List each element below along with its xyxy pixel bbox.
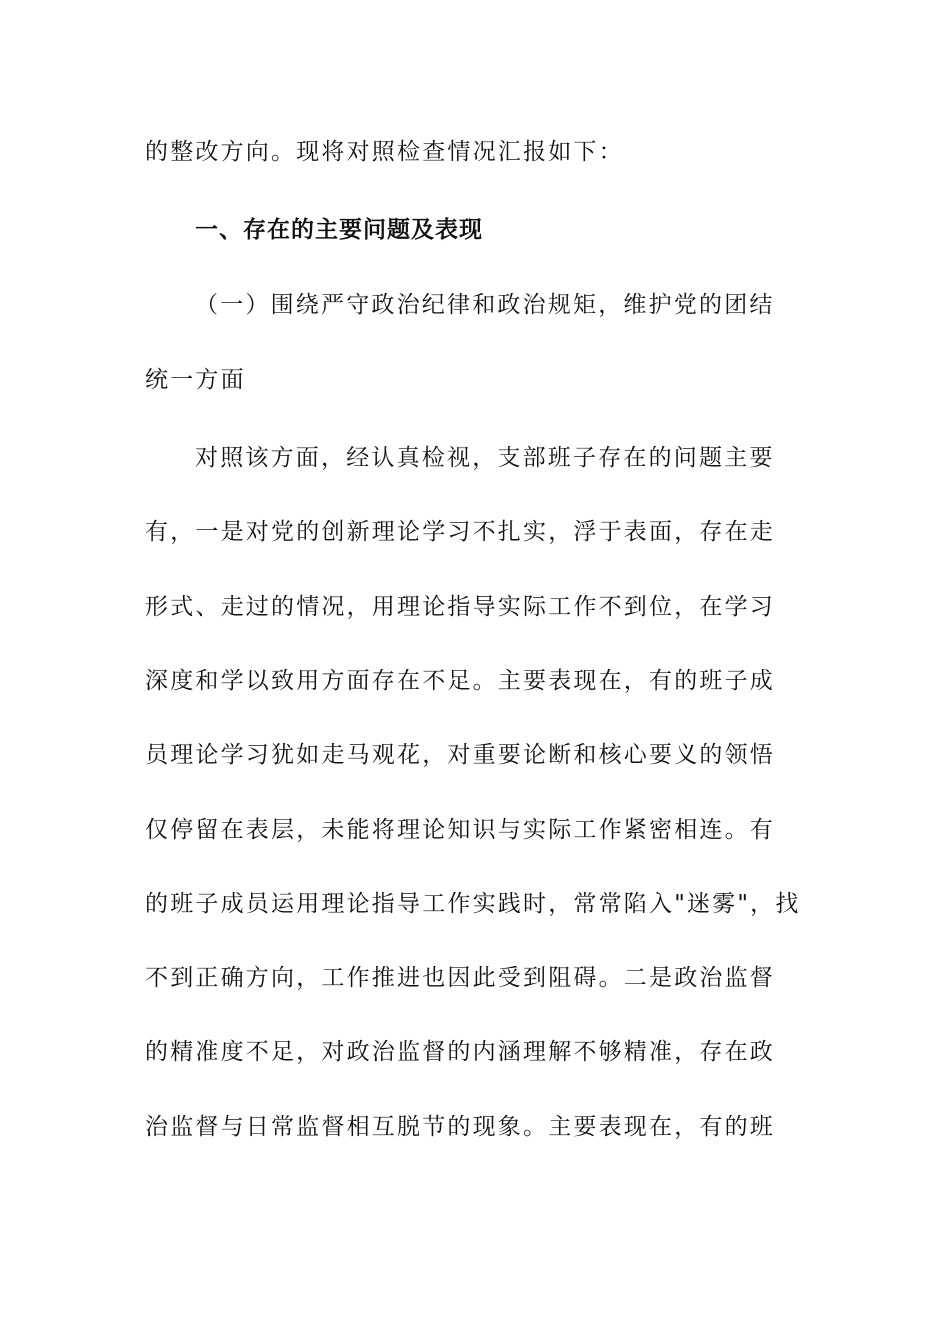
paragraph-line: 仅停留在表层，未能将理论知识与实际工作紧密相连。有	[145, 817, 775, 843]
subsection-heading: （一）围绕严守政治纪律和政治规矩，维护党的团结	[195, 292, 775, 318]
section-heading: 一、存在的主要问题及表现	[195, 217, 483, 243]
paragraph-line: 形式、走过的情况，用理论指导实际工作不到位，在学习	[145, 594, 775, 620]
paragraph-line: 对照该方面，经认真检视，支部班子存在的问题主要	[195, 445, 775, 471]
paragraph-line: 的整改方向。现将对照检查情况汇报如下：	[145, 139, 624, 165]
subsection-heading-cont: 统一方面	[145, 367, 246, 393]
paragraph-line: 的精准度不足，对政治监督的内涵理解不够精准，存在政	[145, 1039, 775, 1065]
paragraph-line: 的班子成员运用理论指导工作实践时，常常陷入"迷雾"，找	[145, 891, 801, 917]
paragraph-line: 不到正确方向，工作推进也因此受到阻碍。二是政治监督	[145, 965, 775, 991]
paragraph-line: 有，一是对党的创新理论学习不扎实，浮于表面，存在走	[145, 519, 775, 545]
paragraph-line: 深度和学以致用方面存在不足。主要表现在，有的班子成	[145, 668, 775, 694]
paragraph-line: 治监督与日常监督相互脱节的现象。主要表现在，有的班	[145, 1114, 775, 1140]
paragraph-line: 员理论学习犹如走马观花，对重要论断和核心要义的领悟	[145, 742, 775, 768]
